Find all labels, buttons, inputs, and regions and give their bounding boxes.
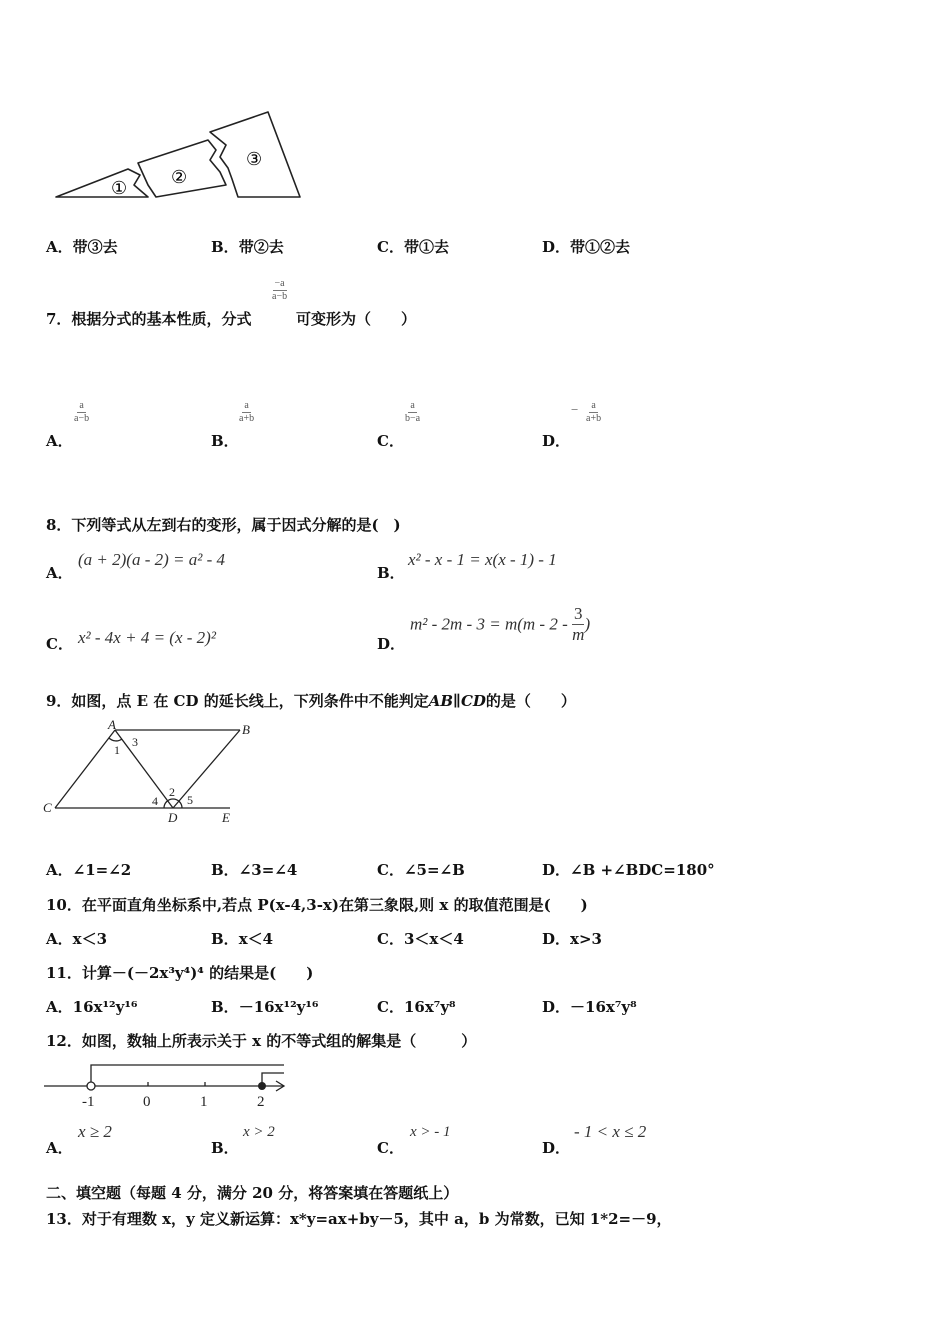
q7-stem-fraction: $\frac{-a}{a-b}$ — [272, 278, 288, 302]
q12-option-c-letter[interactable]: C． — [377, 1139, 404, 1157]
closed-point-2 — [258, 1082, 266, 1090]
q7-option-a-letter[interactable]: A． — [46, 432, 73, 450]
piece-label-3: ③ — [246, 149, 263, 169]
angle-5: 5 — [187, 793, 193, 807]
label-b: B — [242, 722, 250, 737]
q8-option-c-math: x² - 4x + 4 = (x - 2)² — [78, 628, 216, 647]
q6-option-a[interactable]: A．带③去 — [46, 238, 118, 256]
tick-label-neg1: -1 — [82, 1094, 95, 1110]
angle-arc-a — [109, 738, 122, 741]
section2-heading: 二、填空题（每题 4 分，满分 20 分，将答案填在答题纸上） — [46, 1184, 459, 1202]
open-point-neg1 — [87, 1082, 95, 1090]
angle-1: 1 — [114, 743, 120, 757]
label-a: A — [108, 720, 116, 732]
q12-option-c-math: x > - 1 — [410, 1124, 451, 1140]
solution-bracket-left — [91, 1065, 284, 1086]
q9-option-a[interactable]: A．∠1=∠2 — [46, 861, 132, 879]
q8-option-b-math: x² - x - 1 = x(x - 1) - 1 — [408, 550, 557, 569]
number-line-figure — [44, 1058, 294, 1110]
q9-option-b[interactable]: B．∠3=∠4 — [211, 861, 298, 879]
q10-option-d[interactable]: D．x>3 — [542, 930, 602, 948]
q7-stem-after: 可变形为（ ） — [296, 310, 417, 328]
q7-option-a-fraction: $\frac{a}{a-b}$ — [74, 400, 90, 424]
parallel-lines-figure — [40, 720, 270, 830]
q7-option-b-letter[interactable]: B． — [211, 432, 239, 450]
q13-stem: 13．对于有理数 x，y 定义新运算：x*y=ax+by－5，其中 a，b 为常数，已知 1*2=－9， — [46, 1210, 672, 1228]
q8-option-b-letter[interactable]: B． — [377, 564, 405, 582]
label-c: C — [43, 800, 52, 815]
q8-stem: 8．下列等式从左到右的变形，属于因式分解的是( ) — [46, 516, 401, 534]
label-e: E — [222, 810, 230, 825]
tick-label-1: 1 — [200, 1094, 208, 1110]
q9-option-d[interactable]: D．∠B +∠BDC=180° — [542, 861, 715, 879]
q7-option-c-letter[interactable]: C． — [377, 432, 404, 450]
line-bd — [173, 730, 240, 808]
q11-option-b[interactable]: B．－16x¹²y¹⁶ — [211, 998, 319, 1016]
q9-stem: 9．如图，点 E 在 CD 的延长线上，下列条件中不能判定AB∥CD的是（ ） — [46, 692, 576, 710]
label-d: D — [168, 810, 178, 825]
piece-label-1: ① — [111, 178, 128, 198]
q11-option-a[interactable]: A．16x¹²y¹⁶ — [46, 998, 138, 1016]
angle-2: 2 — [169, 785, 175, 799]
q10-option-a[interactable]: A．x＜3 — [46, 930, 108, 948]
q12-option-a-math: x ≥ 2 — [78, 1122, 112, 1141]
q12-stem: 12．如图，数轴上所表示关于 x 的不等式组的解集是（ ） — [46, 1032, 477, 1050]
q12-option-b-math: x > 2 — [243, 1124, 275, 1140]
q8-option-d-fraction: $\frac{3}{m}$ — [572, 604, 585, 644]
line-ad — [115, 730, 173, 808]
q9-option-c[interactable]: C．∠5=∠B — [377, 861, 465, 879]
q12-option-a-letter[interactable]: A． — [46, 1139, 73, 1157]
torn-triangle-figure — [48, 105, 308, 205]
q7-option-b-fraction: $\frac{a}{a+b}$ — [239, 400, 255, 424]
q10-option-c[interactable]: C．3＜x＜4 — [377, 930, 464, 948]
q8-option-d-letter[interactable]: D． — [377, 635, 406, 653]
q11-option-d[interactable]: D．－16x⁷y⁸ — [542, 998, 637, 1016]
q6-option-d[interactable]: D．带①②去 — [542, 238, 631, 256]
angle-4: 4 — [152, 794, 158, 808]
line-ac — [55, 730, 115, 808]
q10-stem: 10．在平面直角坐标系中,若点 P(x-4,3-x)在第三象限,则 x 的取值范围是( ) — [46, 896, 588, 914]
q7-option-d-letter[interactable]: D． — [542, 432, 571, 450]
tick-label-0: 0 — [143, 1094, 151, 1110]
triangle-piece-1 — [56, 169, 148, 197]
q12-option-d-math: - 1 < x ≤ 2 — [574, 1122, 647, 1141]
q11-stem: 11．计算－(－2x³y⁴)⁴ 的结果是( ) — [46, 964, 314, 982]
q8-option-a-math: (a + 2)(a - 2) = a² - 4 — [78, 550, 226, 569]
q12-option-b-letter[interactable]: B． — [211, 1139, 239, 1157]
q10-option-b[interactable]: B．x＜4 — [211, 930, 274, 948]
piece-label-2: ② — [171, 167, 188, 187]
q11-option-c[interactable]: C．16x⁷y⁸ — [377, 998, 456, 1016]
q12-option-d-letter[interactable]: D． — [542, 1139, 571, 1157]
angle-3: 3 — [132, 735, 138, 749]
q8-option-c-letter[interactable]: C． — [46, 635, 73, 653]
q6-option-c[interactable]: C．带①去 — [377, 238, 449, 256]
tick-label-2: 2 — [257, 1094, 265, 1110]
q6-option-b[interactable]: B．带②去 — [211, 238, 284, 256]
q7-option-d-sign: − — [571, 402, 579, 417]
q7-option-d-fraction: $\frac{a}{a+b}$ — [586, 400, 602, 424]
q8-option-d-math: m² - 2m - 3 = m(m - 2 - $\frac{3}{m}$ ) — [410, 604, 591, 644]
q8-option-a-letter[interactable]: A． — [46, 564, 73, 582]
q7-option-c-fraction: $\frac{a}{b-a}$ — [405, 400, 421, 424]
q7-stem-before: 7．根据分式的基本性质，分式 — [46, 310, 252, 328]
